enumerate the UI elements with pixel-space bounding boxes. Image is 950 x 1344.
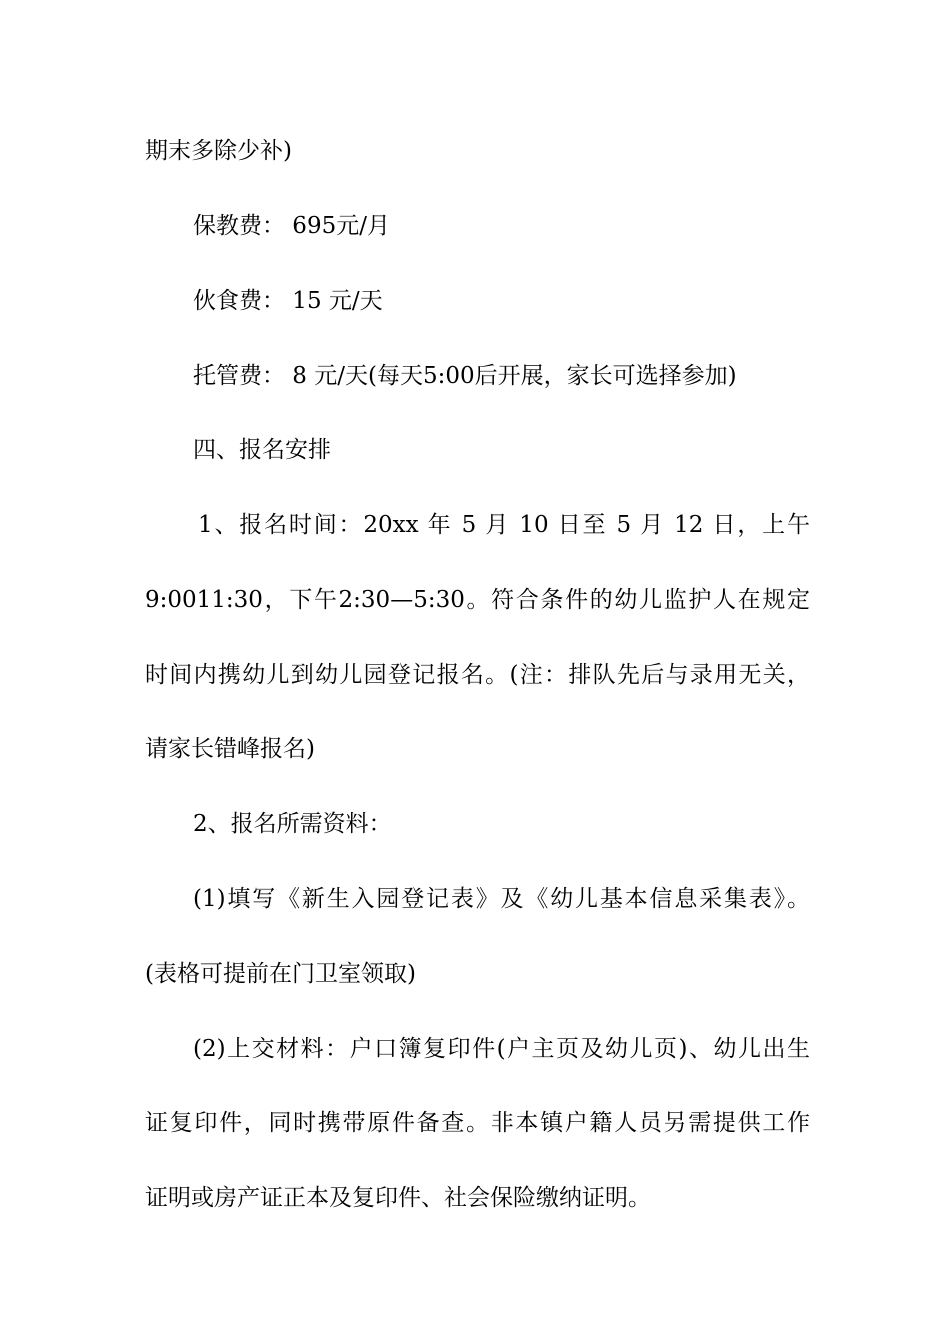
materials-item-2-line-3: 证明或房产证正本及复印件、社会保险缴纳证明。 [145,1185,651,1211]
paragraph-continuation-line: 期末多除少补) [145,138,292,164]
materials-item-1-line-1: (1)填写《新生入园登记表》及《幼儿基本信息采集表》。 [193,886,810,912]
materials-item-2-line-2: 证复印件，同时携带原件备查。非本镇户籍人员另需提供工作 [145,1110,810,1136]
materials-item-2-line-1: (2)上交材料：户口簿复印件(户主页及幼儿页)、幼儿出生 [193,1036,810,1062]
registration-time-line-1: 1、报名时间：20xx 年 5 月 10 日至 5 月 12 日，上午 [198,512,810,538]
section-heading-registration: 四、报名安排 [193,437,331,463]
registration-time-line-3: 时间内携幼儿到幼儿园登记报名。(注：排队先后与录用无关， [145,662,810,688]
fee-childcare-line: 保教费： 695元/月 [193,213,390,239]
fee-meals-line: 伙食费： 15 元/天 [193,288,383,314]
required-materials-heading: 2、报名所需资料： [193,811,392,837]
fee-aftercare-line: 托管费： 8 元/天(每天5:00后开展，家长可选择参加) [193,363,737,389]
materials-item-1-line-2: (表格可提前在门卫室领取) [145,961,416,987]
registration-time-line-2: 9:0011:30，下午2:30—5:30。符合条件的幼儿监护人在规定 [145,587,810,613]
registration-time-line-4: 请家长错峰报名) [145,736,315,762]
